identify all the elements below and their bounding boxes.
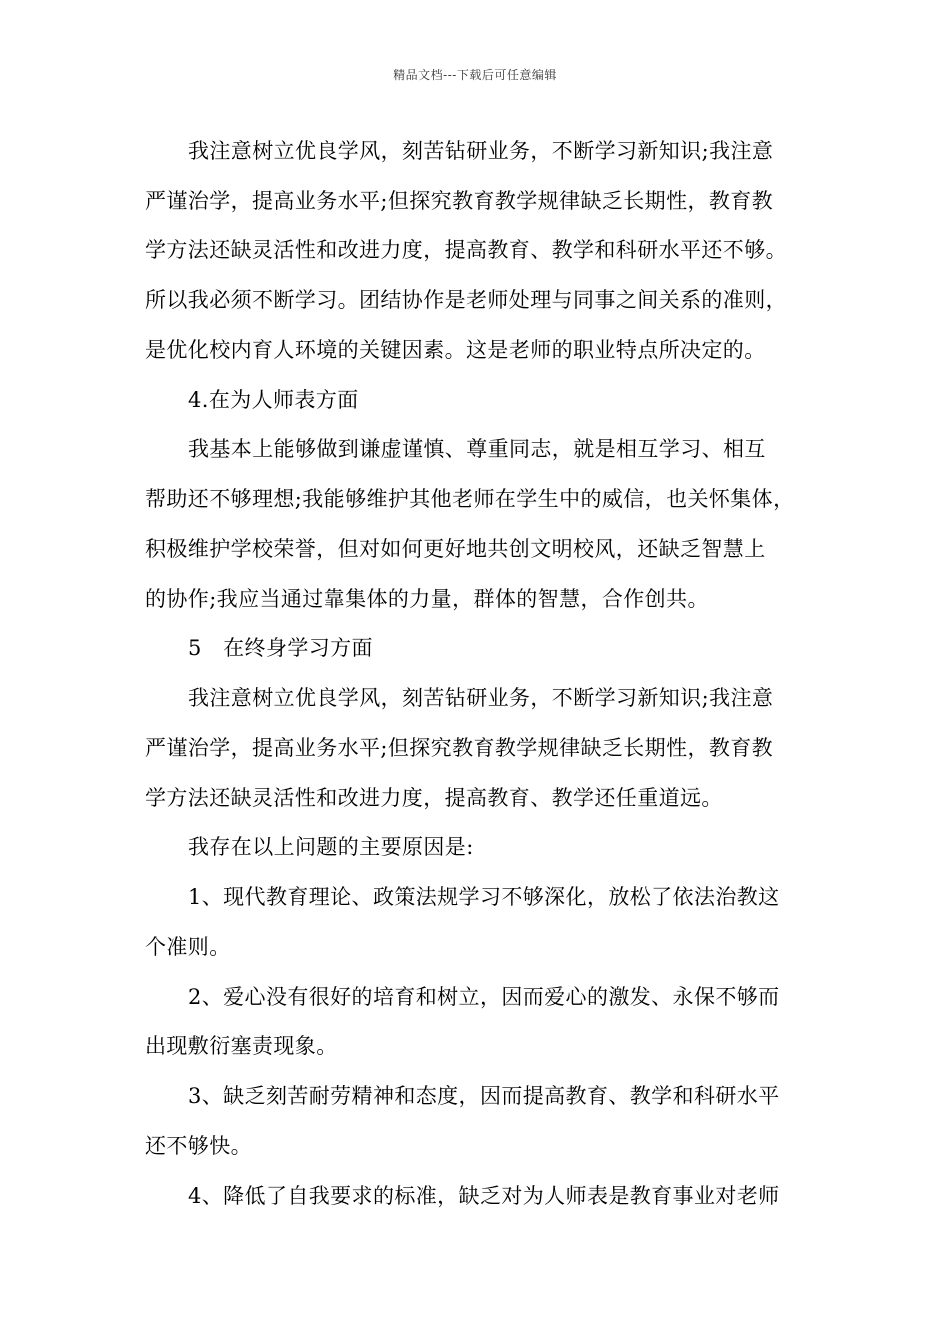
paragraph-line: 积极维护学校荣誉，但对如何更好地共创文明校风，还缺乏智慧上 xyxy=(145,537,766,561)
paragraph-line: 学方法还缺灵活性和改进力度，提高教育、教学和科研水平还不够。 xyxy=(145,238,787,262)
paragraph-line: 我注意树立优良学风，刻苦钻研业务，不断学习新知识;我注意 xyxy=(188,139,774,163)
paragraph-line: 严谨治学，提高业务水平;但探究教育教学规律缺乏长期性，教育教 xyxy=(145,189,774,213)
list-item-continuation: 还不够快。 xyxy=(145,1134,252,1158)
paragraph-line: 我注意树立优良学风，刻苦钻研业务，不断学习新知识;我注意 xyxy=(188,686,774,710)
paragraph-line: 严谨治学，提高业务水平;但探究教育教学规律缺乏长期性，教育教 xyxy=(145,736,774,760)
list-item: 4、降低了自我要求的标准，缺乏对为人师表是教育事业对老师 xyxy=(188,1184,780,1208)
list-item-continuation: 出现敷衍塞责现象。 xyxy=(145,1034,338,1058)
paragraph-line: 帮助还不够理想;我能够维护其他老师在学生中的威信，也关怀集体， xyxy=(145,487,795,511)
section-heading: 4.在为人师表方面 xyxy=(188,388,359,412)
paragraph-line: 是优化校内育人环境的关键因素。这是老师的职业特点所决定的。 xyxy=(145,338,766,362)
list-item-continuation: 个准则。 xyxy=(145,935,231,959)
list-item: 2、爱心没有很好的培育和树立，因而爱心的激发、永保不够而 xyxy=(188,985,780,1009)
list-item: 1、现代教育理论、政策法规学习不够深化，放松了依法治教这 xyxy=(188,885,780,909)
paragraph-line: 的协作;我应当通过靠集体的力量，群体的智慧，合作创共。 xyxy=(145,587,709,611)
paragraph-line: 我基本上能够做到谦虚谨慎、尊重同志，就是相互学习、相互 xyxy=(188,437,766,461)
paragraph-line: 所以我必须不断学习。团结协作是老师处理与同事之间关系的准则， xyxy=(145,288,787,312)
paragraph-line: 我存在以上问题的主要原因是: xyxy=(188,835,474,859)
section-heading: 5 在终身学习方面 xyxy=(188,636,373,660)
page-header: 精品文档---下载后可任意编辑 xyxy=(393,68,557,82)
list-item: 3、缺乏刻苦耐劳精神和态度，因而提高教育、教学和科研水平 xyxy=(188,1084,780,1108)
paragraph-line: 学方法还缺灵活性和改进力度，提高教育、教学还任重道远。 xyxy=(145,786,723,810)
